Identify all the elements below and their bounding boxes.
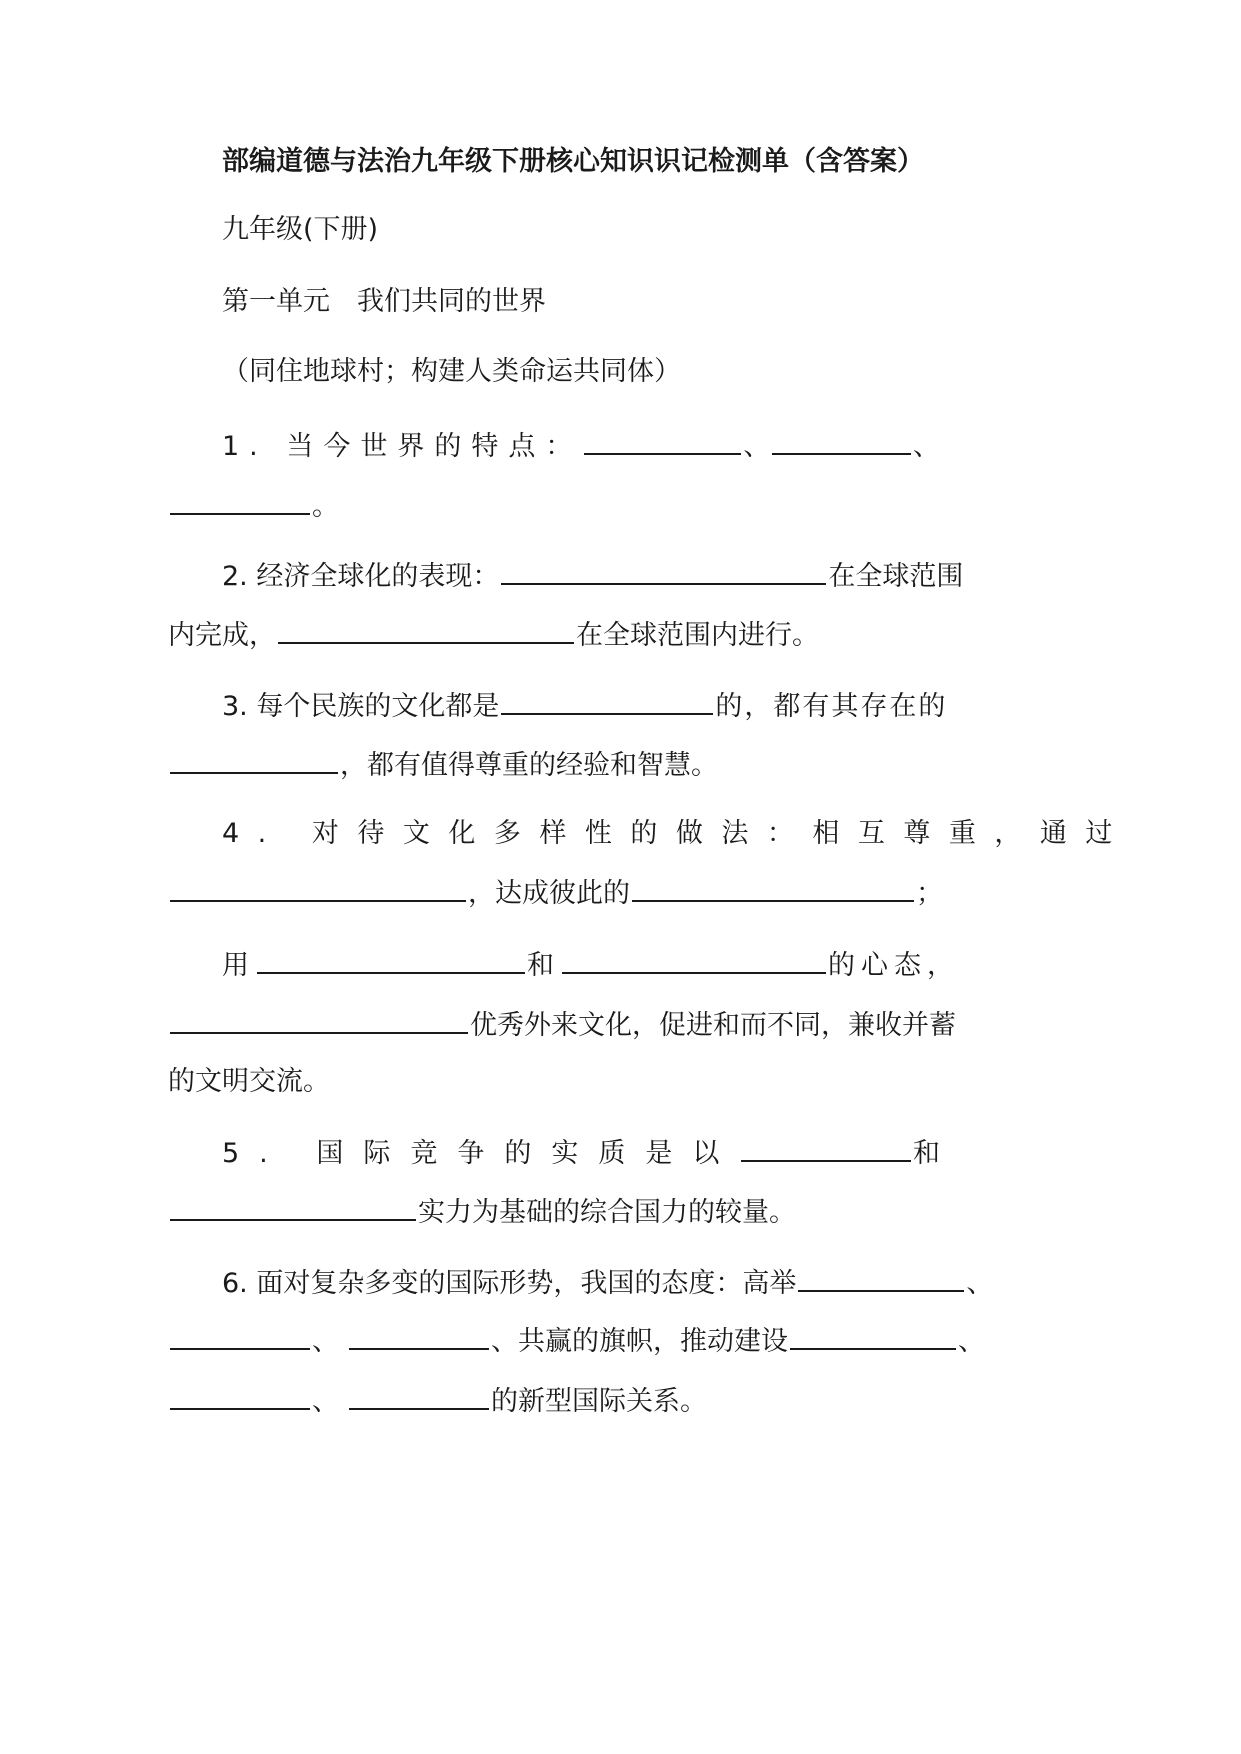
answer-blank[interactable] [170, 1320, 310, 1350]
answer-blank[interactable] [562, 944, 826, 974]
question-4: 4. 对待文化多样性的做法：相互尊重，通过 [222, 818, 1131, 849]
question-2: 2. 经济全球化的表现： 在全球范围 [222, 555, 963, 595]
answer-blank[interactable] [349, 1380, 489, 1410]
answer-blank[interactable] [501, 555, 826, 585]
question-4-line2: ，达成彼此的 ； [168, 872, 943, 912]
question-5-line2: 实力为基础的综合国力的较量。 [168, 1191, 796, 1231]
page-title: 部编道德与法治九年级下册核心知识识记检测单（含答案） [222, 146, 924, 177]
question-4-line3: 用 和 的心态， [222, 944, 960, 984]
answer-blank[interactable] [170, 744, 338, 774]
answer-blank[interactable] [790, 1320, 956, 1350]
question-1 [222, 425, 940, 465]
question-3: 3. 每个民族的文化都是 的，都有其存在的 [222, 685, 947, 725]
question-6-line3: 、 的新型国际关系。 [168, 1380, 707, 1420]
answer-blank[interactable] [741, 1132, 911, 1162]
question-5: 5. 国际竞争的实质是以 和 [222, 1132, 940, 1172]
answer-blank[interactable] [349, 1320, 489, 1350]
answer-blank[interactable] [584, 425, 741, 455]
question-2-line2: 内完成， 在全球范围内进行。 [168, 614, 819, 654]
question-1-prefix: 1. 当今世界的特点： [222, 431, 583, 462]
question-3-line2: ，都有值得尊重的经验和智慧。 [168, 744, 718, 784]
answer-blank[interactable] [501, 685, 713, 715]
question-6-line2: 、 、共赢的旗帜，推动建设 、 [168, 1320, 985, 1360]
answer-blank[interactable] [170, 1380, 310, 1410]
answer-blank[interactable] [772, 425, 911, 455]
answer-blank[interactable] [798, 1262, 964, 1292]
answer-blank[interactable] [170, 1004, 468, 1034]
grade-heading: 九年级(下册) [222, 214, 379, 245]
answer-blank[interactable] [170, 872, 466, 902]
answer-blank[interactable] [632, 872, 914, 902]
answer-blank[interactable] [170, 1191, 416, 1221]
separator: 、 [743, 431, 771, 462]
question-4-line5: 的文明交流。 [168, 1066, 330, 1097]
question-1-line2: 。 [168, 485, 339, 525]
unit-heading: 第一单元 我们共同的世界 [222, 286, 546, 317]
lessons-subheading: （同住地球村；构建人类命运共同体） [222, 356, 681, 387]
answer-blank[interactable] [278, 614, 574, 644]
question-6: 6. 面对复杂多变的国际形势，我国的态度：高举 、 [222, 1262, 993, 1302]
question-4-line4: 优秀外来文化，促进和而不同，兼收并蓄 [168, 1004, 956, 1044]
separator: 、 [913, 431, 940, 462]
answer-blank[interactable] [257, 944, 525, 974]
answer-blank[interactable] [170, 485, 310, 515]
